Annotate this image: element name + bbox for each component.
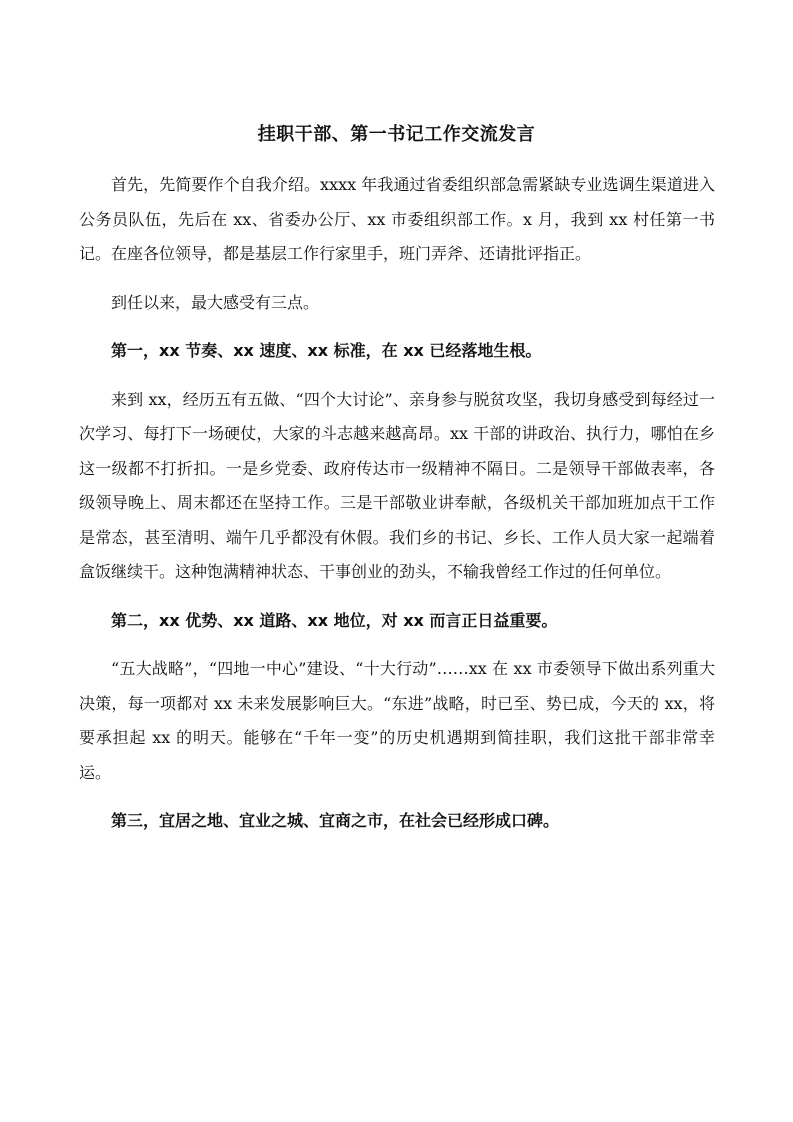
paragraph-gap xyxy=(79,638,715,652)
heading-second-point: 第二，xx 优势、xx 道路、xx 地位，对 xx 而言正日益重要。 xyxy=(111,610,558,630)
paragraph-second-point: “五大战略”，“四地一中心”建设、“十大行动”……xx 在 xx 市委领导下做出系列重大决策，每一项都对 xx 未来发展影响巨大。“东进”战略，时已至、势已成，今天的 xx，将要承担起 xx 的明天。能够在“千年一变”的历史机遇期到简挂职，我们这批干部非常幸运。 xyxy=(79,659,715,782)
paragraph-gap xyxy=(79,320,715,334)
paragraph-gap xyxy=(79,272,715,286)
heading-third-point: 第三，宜居之地、宜业之城、宜商之市，在社会已经形成口碑。 xyxy=(111,811,560,830)
heading-first-point: 第一，xx 节奏、xx 速度、xx 标准，在 xx 已经落地生根。 xyxy=(111,341,542,360)
paragraph-intro: 首先，先简要作个自我介绍。xxxx 年我通过省委组织部急需紧缺专业选调生渠道进入公务员队伍，先后在 xx、省委办公厅、xx 市委组织部工作。x 月，我到 xx 村任第一书记。在座各位领导，都是基层工作行家里手，班门弄斧、还请批评指正。 xyxy=(79,175,715,263)
paragraph-gap xyxy=(79,590,715,604)
paragraph-gap xyxy=(79,369,715,383)
paragraph-feelings: 到任以来，最大感受有三点。 xyxy=(111,292,320,312)
paragraph-gap xyxy=(79,790,715,804)
document-title: 挂职干部、第一书记工作交流发言 xyxy=(257,124,536,145)
document-body xyxy=(79,168,715,839)
paragraph-first-point: 来到 xx，经历五有五做、“四个大讨论”、亲身参与脱贫攻坚，我切身感受到每经过一次学习、每打下一场硬仗，大家的斗志越来越高昂。xx 干部的讲政治、执行力，哪怕在乡这一级都不打折扣。一是乡党委、政府传达市一级精神不隔日。二是领导干部做表率，各级领导晚上、周末都还在坚持工作。三是干部敬业讲奉献，各级机关干部加班加点干工作是常态，甚至清明、端午几乎都没有休假。我们乡的书记、乡长、工作人员大家一起端着盒饭继续干。这种饱满精神状态、干事创业的劲头，不输我曾经工作过的任何单位。 xyxy=(79,389,715,581)
